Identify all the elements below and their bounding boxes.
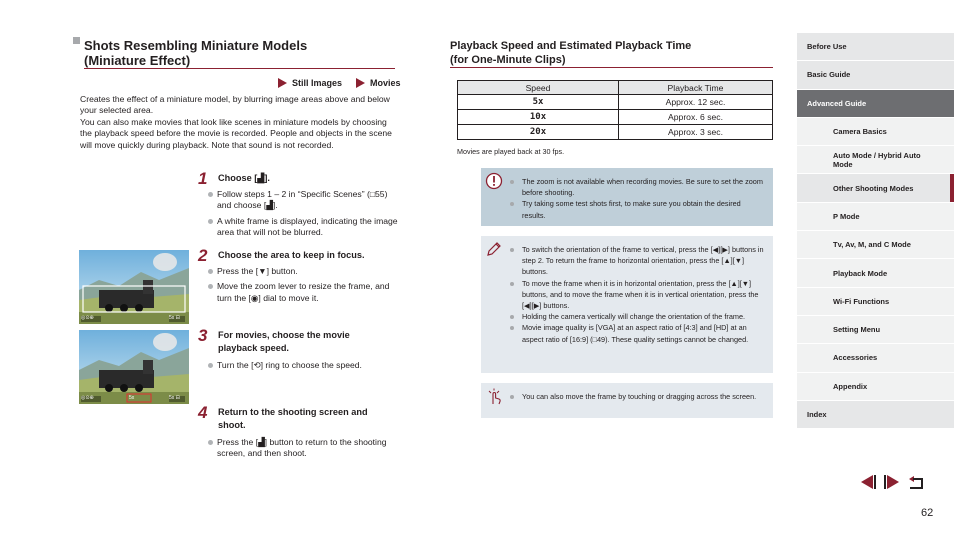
step-number-3: 3 [198,326,208,345]
sidebar-item-other-shooting-modes[interactable] [797,174,954,202]
sidebar-item-appendix[interactable] [797,373,954,401]
table-cell-time: Approx. 3 sec. [619,125,773,140]
touch-items [509,391,765,402]
note-items [509,244,765,345]
step-title-1: Choose [▟]. [218,173,270,183]
section-title-line2: (for One-Minute Clips) [450,54,566,66]
train-scene-speed-image [79,330,189,404]
caution-item: Try taking some test shots first, to make sure you obtain the desired results. [509,198,765,220]
movies-label: Movies [370,78,401,88]
step-title-3-line2: playback speed. [218,343,289,353]
thumb-1-status-left: ◎⊙⊕ [81,315,94,321]
sidebar-item-playback-mode[interactable] [797,259,954,287]
note-item: To move the frame when it is in horizontal orientation, press the [▲][▼] buttons, and to move the frame when it is in vertical orientation, press the [◀][▶] buttons. [509,278,765,312]
step-2-bullet: Move the zoom lever to resize the frame, and turn the [◉] dial to move it. [208,281,398,304]
sidebar-nav [797,33,954,429]
section-rule [450,67,773,68]
playback-speed-table [457,80,773,140]
title-rule [84,68,395,69]
note-item: Holding the camera vertically will change the orientation of the frame. [509,311,765,322]
sidebar-item-accessories[interactable] [797,344,954,372]
sidebar-item-advanced-guide[interactable] [797,90,954,118]
thumb-2-status-left: ◎⊙⊕ [81,395,94,401]
pencil-icon [485,240,503,258]
sidebar-item-label: Appendix [833,381,868,391]
still-images-label: Still Images [292,78,343,88]
note-item: Movie image quality is [VGA] at an aspect ratio of [4:3] and [HD] at an aspect ratio of [16:9] (□49). These quality settings cannot be changed. [509,322,765,344]
miniature-screen-thumbnail-frame [79,250,189,324]
return-arrow-icon [906,472,926,492]
table-cell-speed: 5x [458,95,619,110]
table-row [458,110,773,125]
sidebar-item-label: Setting Menu [833,325,881,335]
sidebar-item-index[interactable] [797,401,954,429]
caution-icon [485,172,503,190]
sidebar-item-label: Playback Mode [833,268,888,278]
page-navigation [858,472,926,492]
sidebar-item-label: Basic Guide [807,70,851,80]
step-number-2: 2 [198,246,208,265]
return-button[interactable] [906,472,926,492]
next-arrow-icon [882,472,902,492]
sidebar-item-label: P Mode [833,211,860,221]
sidebar-item-basic-guide[interactable] [797,61,954,89]
table-header: Speed [458,81,619,95]
caution-box [481,168,773,226]
train-scene-image [79,250,189,324]
step-1-bullets [208,189,398,239]
sidebar-item-label: Other Shooting Modes [833,183,914,193]
step-4-bullet: Press the [▟] button to return to the shooting screen, and then shoot. [208,437,398,460]
sidebar-item-label: Tv, Av, M, and C Mode [833,240,911,250]
step-2-bullet: Press the [▼] button. [208,266,398,277]
step-4-bullets [208,437,398,460]
playback-speed-thumbnail-frame [79,330,189,404]
section-title-line1: Playback Speed and Estimated Playback Time [450,40,692,52]
page-title-line1: Shots Resembling Miniature Models [84,38,308,53]
caution-item: The zoom is not available when recording movies. Be sure to set the zoom before shooting. [509,176,765,198]
fps-note: Movies are played back at 30 fps. [457,147,565,156]
table-header-row [458,81,773,95]
touch-operation-box [481,383,773,418]
table-row [458,95,773,110]
page-title [84,38,307,68]
step-title-4-line2: shoot. [218,420,246,430]
table-row [458,125,773,140]
previous-page-button[interactable] [858,472,878,492]
caution-items [509,176,765,221]
step-number-4: 4 [198,403,208,422]
step-1-bullet: A white frame is displayed, indicating the image area that will not be blurred. [208,216,398,239]
touch-icon [485,387,505,407]
mode-indicators [278,78,401,88]
step-title-3-line1: For movies, choose the movie [218,330,350,340]
note-box [481,236,773,373]
thumb-1-status-right: 5x ⊟ [169,315,180,321]
intro-text [80,94,396,151]
sidebar-item-label: Before Use [807,42,847,52]
intro-paragraph-2: You can also make movies that look like scenes in miniature models by choosing the playback speed before the movie is recorded. People and objects in the scene will move quickly during playback. Note that sound is not recorded. [80,116,392,150]
step-2-bullets [208,266,398,304]
sidebar-item-camera-basics[interactable] [797,118,954,146]
table-cell-speed: 20x [458,125,619,140]
sidebar-item-tv-av-m-c-mode[interactable] [797,231,954,259]
thumb-2-status-right: 5x ⊟ [169,395,180,401]
page-number: 62 [921,507,934,519]
sidebar-item-label: Accessories [833,353,878,363]
sidebar-item-auto-mode[interactable] [797,146,954,174]
step-3-bullets [208,360,398,371]
step-number-1: 1 [198,169,208,188]
sidebar-item-setting-menu[interactable] [797,316,954,344]
section-title [450,39,691,67]
table-cell-speed: 10x [458,110,619,125]
step-3-bullet: Turn the [⟲] ring to choose the speed. [208,360,398,371]
step-title-4-line1: Return to the shooting screen and [218,407,368,417]
title-marker [73,37,80,44]
table-cell-time: Approx. 12 sec. [619,95,773,110]
movies-arrow-icon [356,78,365,88]
step-1-bullet: Follow steps 1 – 2 in “Specific Scenes” (□55) and choose [▟]. [208,189,398,212]
thumb-2-speed-badge: 5x [129,395,135,401]
sidebar-item-label: Advanced Guide [807,98,867,108]
still-images-arrow-icon [278,78,287,88]
table-cell-time: Approx. 6 sec. [619,110,773,125]
sidebar-item-label: Index [807,410,827,419]
sidebar-item-label: Camera Basics [833,127,887,137]
step-title-3 [218,329,350,355]
sidebar-item-p-mode[interactable] [797,203,954,231]
page-title-line2: (Miniature Effect) [84,53,191,68]
step-title-2: Choose the area to keep in focus. [218,250,365,260]
note-item: To switch the orientation of the frame to vertical, press the [◀][▶] buttons in step 2. To return the frame to horizontal orientation, press the [▲][▼] buttons. [509,244,765,278]
sidebar-item-label: Auto Mode / Hybrid Auto Mode [833,150,921,169]
previous-arrow-icon [858,472,878,492]
intro-paragraph-1: Creates the effect of a miniature model, by blurring image areas above and below your selected area. [80,94,390,116]
sidebar-item-before-use[interactable] [797,33,954,61]
sidebar-item-label: Wi-Fi Functions [833,296,890,306]
next-page-button[interactable] [882,472,902,492]
step-title-4 [218,406,368,432]
table-header: Playback Time [619,81,773,95]
touch-item: You can also move the frame by touching or dragging across the screen. [509,391,765,402]
sidebar-item-wifi-functions[interactable] [797,288,954,316]
